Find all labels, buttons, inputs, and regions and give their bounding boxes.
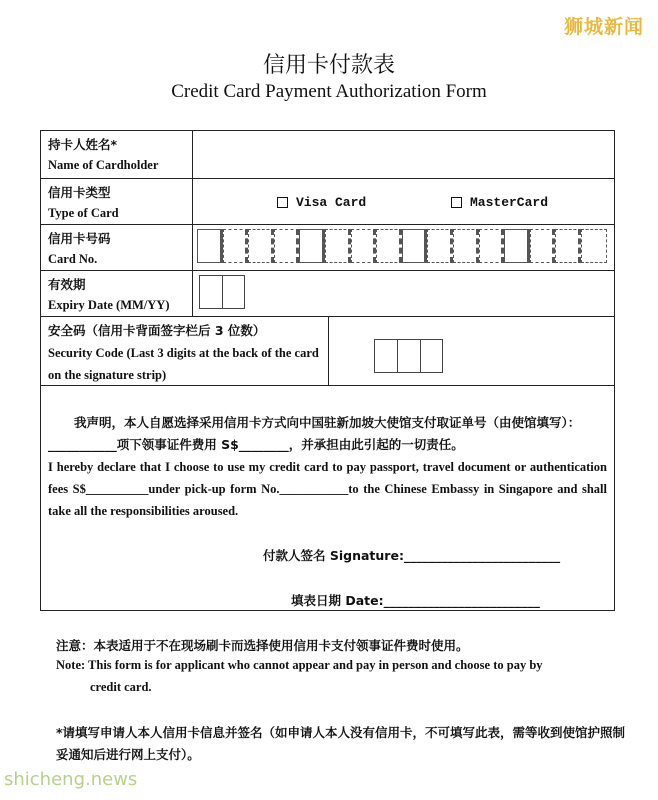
expiry-row (41, 271, 614, 317)
expiry-digit-box[interactable] (222, 275, 245, 309)
card-number-label-cell (41, 225, 193, 270)
declaration-row (41, 386, 614, 610)
visa-checkbox[interactable] (277, 197, 288, 208)
visa-label: Visa Card (296, 195, 367, 210)
cardholder-row (41, 131, 614, 179)
security-digit-box[interactable] (374, 339, 397, 373)
card-digit-box[interactable] (197, 229, 223, 263)
security-code-row (41, 317, 614, 386)
card-digit-box[interactable] (555, 229, 581, 263)
form-title-en: Credit Card Payment Authorization Form (171, 81, 487, 102)
card-digit-box[interactable] (504, 229, 530, 263)
expiry-digit-boxes[interactable] (199, 275, 245, 309)
security-digit-box[interactable] (420, 339, 443, 373)
card-digit-box[interactable] (325, 229, 351, 263)
mastercard-label: MasterCard (470, 195, 549, 210)
security-code-label-cell (41, 317, 329, 385)
form-title-cn: 信用卡付款表 (262, 53, 395, 78)
card-digit-box[interactable] (402, 229, 428, 263)
note-text-en-line1: Note: This form is for applicant who cannot appear and pay in person and choose to pay by (56, 658, 543, 672)
expiry-label-cn: 有效期 (48, 277, 86, 292)
cardholder-label-en: Name of Cardholder (48, 158, 159, 172)
note-text-en-line2: credit card. (90, 680, 152, 694)
security-digit-box[interactable] (397, 339, 420, 373)
note-text-en (56, 654, 616, 698)
declaration-block (41, 386, 614, 522)
security-code-label-en: Security Code (Last 3 digits at the back of the card on the signature strip) (48, 346, 319, 382)
card-digit-box[interactable] (479, 229, 505, 263)
card-digit-box[interactable] (351, 229, 377, 263)
card-type-label-cn: 信用卡类型 (48, 185, 111, 200)
mastercard-option[interactable] (451, 195, 548, 210)
date-field[interactable]: 填表日期 Date:_________________________ (291, 593, 540, 608)
watermark-logo-bottom: shicheng.news (4, 769, 138, 790)
card-type-label-cell (41, 179, 193, 224)
card-type-label-en: Type of Card (48, 206, 119, 220)
expiry-label-en: Expiry Date (MM/YY) (48, 298, 170, 312)
card-type-row (41, 179, 614, 225)
footer-instruction: *请填写申请人本人信用卡信息并签名（如申请人本人没有信用卡，不可填写此表，需等收到使馆护照制妥通知后进行网上支付）。 (56, 725, 626, 762)
card-number-row (41, 225, 614, 271)
expiry-digit-box[interactable] (199, 275, 222, 309)
security-code-label-cn: 安全码（信用卡背面签字栏后 3 位数） (48, 323, 266, 338)
card-number-label-en: Card No. (48, 252, 98, 266)
signature-field[interactable]: 付款人签名 Signature:_________________________ (263, 548, 561, 563)
card-digit-box[interactable] (248, 229, 274, 263)
card-number-label-cn: 信用卡号码 (48, 231, 111, 246)
card-digit-box[interactable] (299, 229, 325, 263)
cardholder-label-cell (41, 131, 193, 178)
card-digit-box[interactable] (376, 229, 402, 263)
visa-option[interactable] (277, 195, 366, 210)
security-code-digit-boxes[interactable] (374, 339, 443, 373)
declaration-text-en: I hereby declare that I choose to use my credit card to pay passport, travel document or authentication fees S$__________under pick-up form No.___________to the Chinese Embassy in Singapore and shall take all the responsibilities aroused. (48, 460, 607, 518)
card-digit-box[interactable] (581, 229, 607, 263)
cardholder-label-cn: 持卡人姓名* (48, 137, 118, 152)
card-digit-box[interactable] (530, 229, 556, 263)
note-text-cn: 注意：本表适用于不在现场刷卡而选择使用信用卡支付领事证件费时使用。 (56, 638, 469, 653)
mastercard-checkbox[interactable] (451, 197, 462, 208)
card-number-digit-boxes[interactable] (197, 229, 607, 263)
expiry-label-cell (41, 271, 193, 316)
card-digit-box[interactable] (427, 229, 453, 263)
declaration-text-cn: 我声明，本人自愿选择采用信用卡方式向中国驻新加坡大使馆支付取证单号（由使馆填写）：___________项下领事证件费用 S$________，并承担由此引起的一切责任。 (48, 415, 581, 452)
payment-form-table (40, 130, 615, 611)
card-digit-box[interactable] (453, 229, 479, 263)
watermark-logo-top: 狮城新闻 (563, 16, 644, 38)
card-digit-box[interactable] (274, 229, 300, 263)
card-digit-box[interactable] (223, 229, 249, 263)
